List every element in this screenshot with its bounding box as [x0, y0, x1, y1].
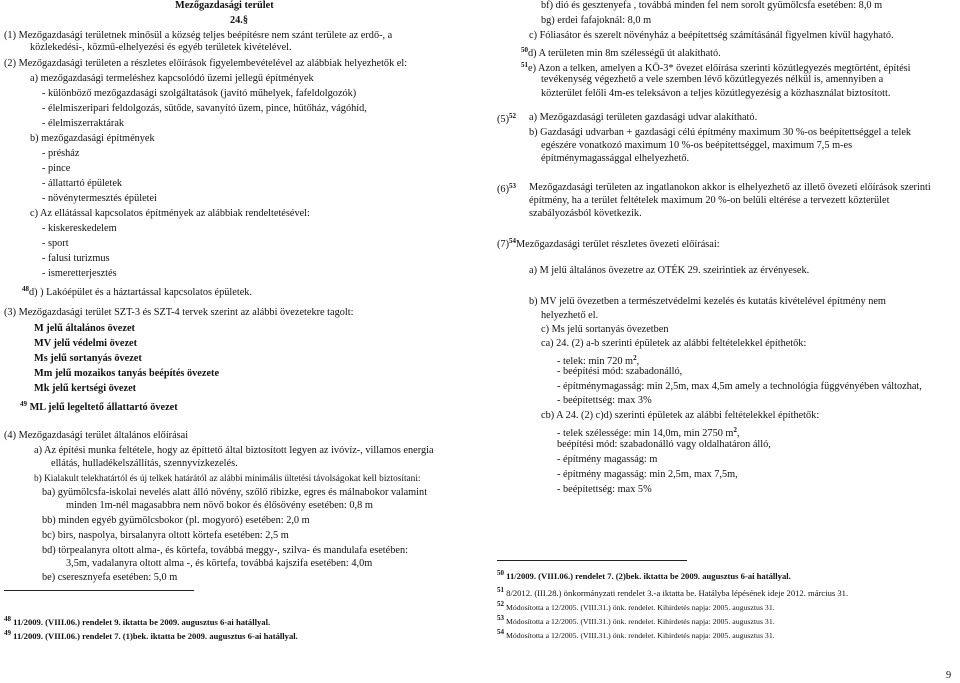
zone-item: Mm jelű mozaikos tanyás beépítés övezete — [34, 368, 220, 379]
list-item: bg) erdei fafajoknál: 8,0 m — [541, 15, 652, 26]
list-item: - falusi turizmus — [42, 253, 110, 264]
list-item: közterület felőli 4m-es teleksávon a teljes közútlegyezésig a közhasználat biztosított. — [541, 88, 891, 99]
paragraph-number: $(7)^{54}Mezőgazdasági$ terület részletes övezeti előírásai: — [497, 237, 720, 250]
list-item: $^{50}$d) A területen min 8m szélességű út alakítható. — [521, 46, 721, 59]
list-item: - élelmiszeripari feldolgozás, sütőde, savanyító üzem, pince, hűtőház, vágóhíd, — [42, 103, 367, 114]
list-item: c) Az ellátással kapcsolatos építmények az alábbiak rendeltetésével: — [30, 208, 310, 219]
paragraph-line: közlekedési-, közmű-elhelyezési és egyéb területek kivételével. — [30, 42, 292, 53]
footnote-ref: 48 — [22, 285, 29, 293]
paragraph-line: (3) Mezőgazdasági terület SZT-3 és SZT-4 tervek szerint az alábbi övezetekre tagolt: — [4, 307, 354, 318]
page-number: 9 — [946, 670, 952, 681]
footnote-ref: 49 — [20, 400, 27, 408]
footnote: 54 Módosította a 12/2005. (VIII.31.) önk. rendelet. Kihirdetés napja: 2005. augusztus 31. — [497, 628, 775, 640]
list-item: bb) minden egyéb gyümölcsbokor (pl. mogyoró) esetében: 2,0 m — [42, 515, 310, 526]
paragraph-number: $(5)^{52}$ — [497, 112, 517, 125]
footnote-separator — [497, 560, 687, 561]
list-item: bd) törpealanyra oltott alma-, és körtefa, továbbá meggy-, szilva- és mandulafa esetében: — [42, 545, 408, 556]
zone-item: Mk jelű kertségi övezet — [34, 383, 137, 394]
list-item: - beépítettség: max 5% — [557, 484, 652, 495]
footnote: 53 Módosította a 12/2005. (VIII.31.) önk. rendelet. Kihirdetés napja: 2005. augusztus 31. — [497, 614, 775, 626]
paragraph-line: a) M jelű általános övezetre az OTÉK 29. szeirintiek az érvényesek. — [529, 265, 810, 276]
list-item: be) cseresznyefa esetében: 5,0 m — [42, 572, 178, 583]
list-item: - kiskereskedelem — [42, 223, 117, 234]
list-item: c) Fóliasátor és szerelt növényház a beépítettség számításánál figyelmen kívül hagyható. — [529, 30, 894, 41]
footnote-ref: 53 — [509, 182, 517, 190]
paragraph-number: $(6)^{53}$ — [497, 182, 517, 195]
zone-item: $^{49}$ ML jelű legeltető állattartó övezet — [20, 400, 178, 413]
paragraph-line: b) Kialakult telekhatártól és új telkek határától az alábbi minimális ültetési távolságokat kell biztosítani: — [34, 474, 421, 484]
footnote: 52 Módosította a 12/2005. (VIII.31.) önk. rendelet. Kihirdetés napja: 2005. augusztus 31. — [497, 600, 775, 612]
footnote: $^{48}$ 11/2009. (VIII.06.) rendelet 9. iktatta be 2009. augusztus 6-ai hatállyal. — [4, 615, 271, 627]
list-item: - présház — [42, 148, 80, 159]
list-item: bf) dió és gesztenyefa , továbbá minden fel nem sorolt gyümölcsfa esetében: 8,0 m — [541, 0, 883, 11]
footnote-ref: 52 — [509, 112, 517, 120]
list-item: egészére vonatkozó maximum 10 %-os beépítettséggel, maximum 7,5 m-es — [541, 140, 853, 151]
paragraph-line: (1) Mezőgazdasági területnek minősül a község teljes beépítésre nem szánt területe az erdő-, a — [4, 30, 393, 41]
list-item: tevékenység végezhető a vele szemben lévő közútlegyezés nélkül is, amennyiben a — [541, 74, 884, 85]
zone-item: MV jelű védelmi övezet — [34, 338, 138, 349]
list-item: b) mezőgazdasági építmények — [30, 133, 155, 144]
list-item: - építmény magasság: min 2,5m, max 7,5m, — [557, 469, 738, 480]
footnote-separator — [4, 590, 194, 591]
list-item: $^{51}$e) Azon a telken, amelyen a KÖ-3* övezet előírása szerinti közútlegyezés megtörtént, építési — [521, 61, 911, 74]
paragraph-line: helyezhető el. — [541, 310, 599, 321]
list-item: építménymagassággal elhelyezhető. — [541, 153, 690, 164]
list-item: - építménymagasság: min 2,5m, max 4,5m amely a technológia függvényében változhat, — [557, 381, 922, 392]
paragraph-line: c) Ms jelű sortanyás övezetben — [541, 324, 669, 335]
paragraph-line: (4) Mezőgazdasági terület általános előírásai — [4, 430, 189, 441]
list-item: - állattartó épületek — [42, 178, 123, 189]
list-item: 3,5m, vadalanyra oltott alma -, és körtefa, továbbá kajszifa esetében: 4,0m — [66, 558, 373, 569]
list-item: - élelmiszerraktárak — [42, 118, 125, 129]
list-item: $^{48}$d) ) Lakóépület és a háztartással kapcsolatos épületek. — [22, 285, 253, 298]
list-item: - növénytermesztés épületei — [42, 193, 157, 204]
paragraph-line: a) Az építési munka feltétele, hogy az építtető által biztosított legyen az ivóvíz-, villamos energia — [34, 445, 434, 456]
list-item: - sport — [42, 238, 69, 249]
footnote-ref: 54 — [509, 237, 517, 245]
list-item: a) mezőgazdasági termeléshez kapcsolódó üzemi jellegű építmények — [30, 73, 314, 84]
zone-item: M jelű általános övezet — [34, 323, 135, 334]
list-item: bc) birs, naspolya, birsalanyra oltott körtefa esetében: 2,5 m — [42, 530, 289, 541]
list-item: - különböző mezőgazdasági szolgáltatások (javító műhelyek, fafeldolgozók) — [42, 88, 357, 99]
list-item: - telek szélessége: min 14,0m, min 2750 $m^2$, — [557, 426, 740, 439]
paragraph-line: b) MV jelű övezetben a természetvédelmi kezelés és kutatás kivételével építmény nem — [529, 296, 886, 307]
list-item: - pince — [42, 163, 71, 174]
paragraph-line: szabályozásból következik. — [529, 208, 642, 219]
paragraph-line: (2) Mezőgazdasági területen a részletes előírások figyelembevételével az alábbiak helyezhetők el: — [4, 58, 408, 69]
list-item: minden 1m-nél magasabbra nem növő bokor és élősövény esetében: 0,8 m — [66, 500, 373, 511]
zone-item: Ms jelű sortanyás övezet — [34, 353, 142, 364]
footnote: $^{49}$ 11/2009. (VIII.06.) rendelet 7. (1)bek. iktatta be 2009. augusztus 6-ai hatállyal. — [4, 629, 298, 641]
footnote-ref: 50 — [521, 46, 528, 54]
paragraph-line: Mezőgazdasági területen az ingatlanokon akkor is elhelyezhető az illető övezeti előírások szerinti — [529, 182, 931, 193]
list-item: ca) 24. (2) a-b szerinti épületek az alábbi feltételekkel építhetők: — [541, 338, 807, 349]
footnote-ref: 51 — [521, 61, 528, 69]
list-item: - ismeretterjesztés — [42, 268, 117, 279]
list-item: b) Gazdasági udvarban + gazdasági célú építmény maximum 30 %-os beépítettséggel a telek — [529, 127, 912, 138]
footnote: $^{50}$ 11/2009. (VIII.06.) rendelet 7. (2)bek. iktatta be 2009. augusztus 6-ai hatállyal. — [497, 569, 791, 581]
list-item: - telek: min 720 $m^2$, — [557, 354, 640, 367]
list-item: - építmény magasság: m — [557, 454, 658, 465]
list-item: - beépítettség: max 3% — [557, 395, 652, 406]
list-item: a) Mezőgazdasági területen gazdasági udvar alakítható. — [529, 112, 758, 123]
list-item: cb) A 24. (2) c)d) szerinti épületek az alábbi feltételekkel építhetők: — [541, 410, 820, 421]
list-item: - beépítési mód: szabadonálló, — [557, 366, 683, 377]
footnote: $^{51}$ 8/2012. (III.28.) önkormányzati rendelet 3.-a iktatta be. Hatályba lépésének ideje 2012. március 31. — [497, 586, 849, 598]
paragraph-line: ellátás, hulladékelszállítás, szennyvízkezelés. — [51, 458, 238, 469]
section-title: Mezőgazdasági terület — [175, 0, 274, 11]
paragraph-line: építmény, ha a terület feltételek maximum 20 %-on belüli eltérése a tervezett közterület — [529, 195, 890, 206]
list-item: ba) gyümölcsfa-iskolai nevelés alatt álló növény, szőlő ribizke, egres és málnabokor valamint — [42, 487, 428, 498]
list-item: beépítési mód: szabadonálló vagy oldalhatáron álló, — [557, 439, 771, 450]
section-number: 24.§ — [230, 15, 249, 26]
